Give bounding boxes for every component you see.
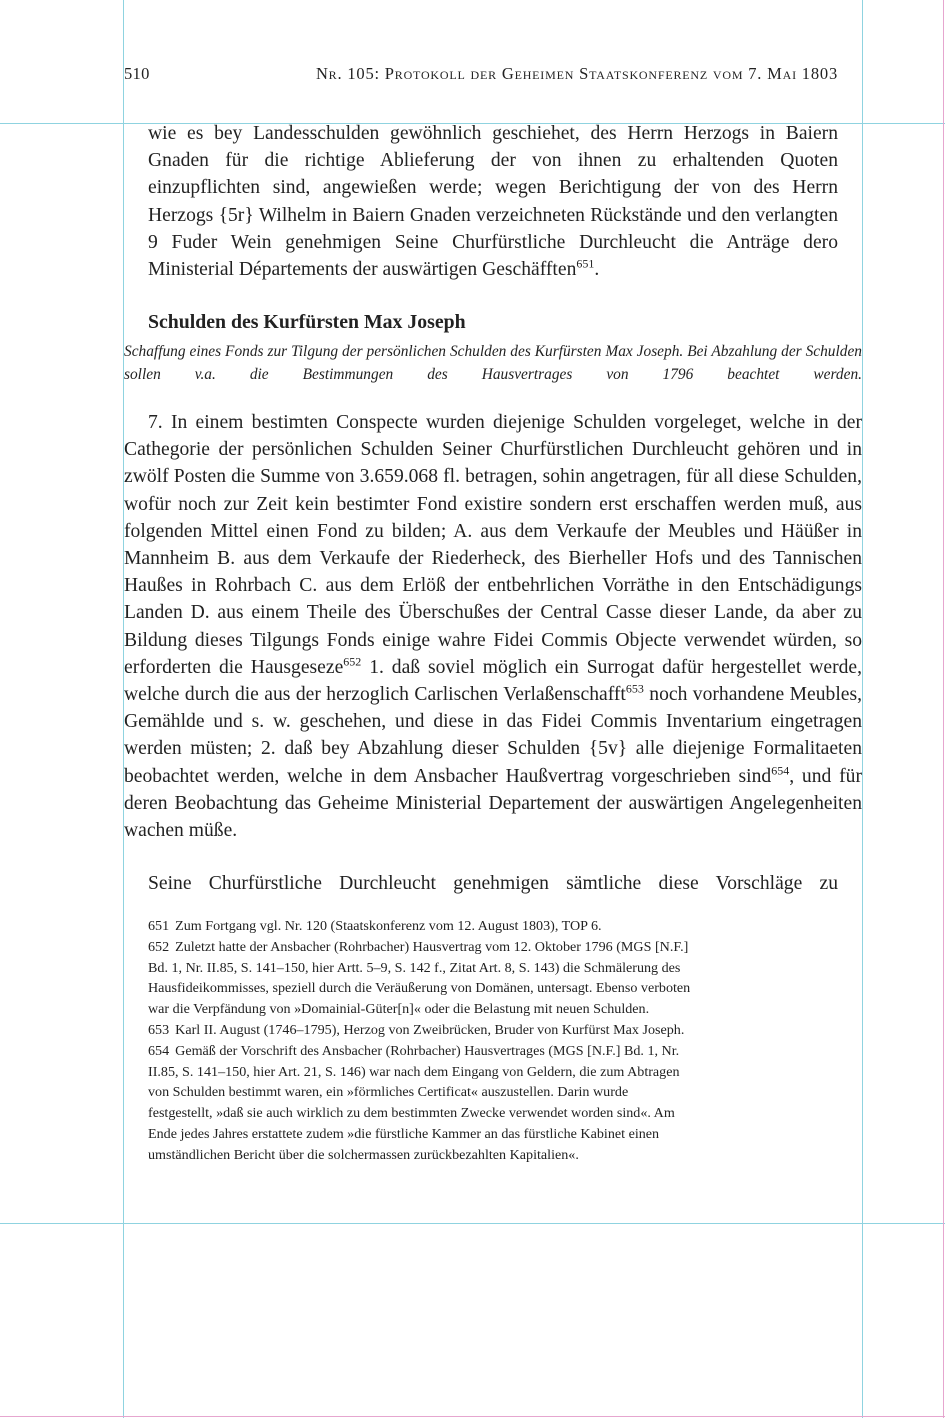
footnote-number: 653: [148, 1021, 170, 1038]
footnote-ref-654: 654: [771, 763, 790, 778]
footnote-number: 651: [148, 918, 170, 934]
paragraph-end: .: [594, 259, 600, 281]
footnote-number: 652: [148, 938, 170, 955]
running-head: [124, 64, 838, 90]
footnotes: [148, 916, 693, 1166]
footnote-654: [148, 1041, 693, 1166]
section-heading: Schulden des Kurfürsten Max Joseph: [148, 311, 466, 333]
footnote-text: Gemäß der Vorschrift des Ansbacher (Rohrbacher) Hausvertrages (MGS [N.F.] Bd. 1, Nr. II.85, S. 141–150, hier Art. 21, S. 146) war nach dem Eingang von Geldern, die zum Abtragen von Schulden bestimmt waren, ein »förmliches Certificat« auszustellen. Darin wurde festgestellt, »daß sie auch wirklich zu dem bestimmten Zwecke verwendet worden sind«. Am Ende jedes Jahres erstattete zudem »die fürstliche Kammer an das fürstliche Kabinet einen umständlichen Bericht über die solchermassen zurückbezahlten Kapitalien«.: [148, 1042, 680, 1163]
footnote-text: Karl II. August (1746–1795), Herzog von Zweibrücken, Bruder von Kurfürst Max Joseph.: [175, 1021, 685, 1038]
footnote-ref-652: 652: [343, 654, 362, 669]
footnote-ref-651: 651: [576, 256, 595, 271]
paragraph-text: noch vorhandene Meubles, Gemählde und s. w. geschehen, und diese in das Fidei Commis Inventarium eingetragen werden müsten; 2. daß bey Abzahlung dieser Schulden {5v} alle diejenige Formalitaeten beobachtet werden, welche in dem Ansbacher Haußvertrag vorgeschrieben sind: [124, 684, 862, 787]
body-paragraph-7: [124, 409, 862, 844]
footnote-text: Zum Fortgang vgl. Nr. 120 (Staatskonferenz vom 12. August 1803), TOP 6.: [175, 918, 602, 934]
footnote-number: 654: [148, 1042, 170, 1059]
margin-guide-bottom: [0, 1223, 945, 1224]
footnote-651: [148, 916, 693, 937]
page-number: 510: [124, 64, 150, 83]
summary-text: Schaffung eines Fonds zur Tilgung der persönlichen Schulden des Kurfürsten Max Joseph. Bei Abzahlung der Schulden sollen v.a. die Bestimmungen des Hausvertrages von 1796 beachtet werden.: [124, 343, 862, 383]
body-paragraph-continued: [148, 120, 838, 283]
body-paragraph-approval: Seine Churfürstliche Durchleucht genehmigen sämtliche diese Vorschläge zu: [148, 873, 838, 894]
footnote-text: Zuletzt hatte der Ansbacher (Rohrbacher) Hausvertrag vom 12. Oktober 1796 (MGS [N.F.] Bd. 1, Nr. II.85, S. 141–150, hier Artt. 5–9, S. 142 f., Zitat Art. 8, S. 143) die Schmälerung des Hausfideikommisses, speziell durch die Veräußerung von Domänen, untersagt. Ebenso verboten war die Verpfändung von »Domainial-Güter[n]« oder die Belastung mit neuen Schulden.: [148, 938, 691, 1018]
footnote-ref-653: 653: [625, 681, 644, 696]
footnote-652: [148, 937, 693, 1020]
section-summary: [124, 340, 862, 386]
paragraph-text: wie es bey Landesschulden gewöhnlich geschiehet, des Herrn Herzogs in Baiern Gnaden für die richtige Ablieferung der von ihnen zu erhaltenden Quoten einzupflichten sind, angewießen werde; wegen Berichtigung der von des Herrn Herzogs {5r} Wilhelm in Baiern Gnaden verzeichneten Rückstände und den verlangten 9 Fuder Wein genehmigen Seine Churfürstliche Durchleucht die Anträge dero Ministerial Départements der auswärtigen Geschäfften: [148, 123, 838, 281]
running-title: Nr. 105: Protokoll der Geheimen Staatskonferenz vom 7. Mai 1803: [315, 64, 838, 83]
footnote-653: [148, 1020, 693, 1041]
margin-guide-right: [862, 0, 863, 1418]
paragraph-text: 1. daß soviel möglich ein Surrogat dafür hergestellet werde, welche durch die aus der herzoglich Carlischen Verlaßenschafft: [124, 656, 862, 706]
page-edge-right: [943, 0, 944, 1418]
paragraph-text: , und für deren Beobachtung das Geheime Ministerial Departement der auswärtigen Angelegenheiten wachen müße.: [124, 765, 862, 842]
page-edge-bottom: [0, 1416, 945, 1417]
paragraph-text: 7. In einem bestimten Conspecte wurden diejenige Schulden vorgeleget, welche in der Cathegorie der persönlichen Schulden Seiner Churfürstlichen Durchleucht gehören und in zwölf Posten die Summe von 3.659.068 fl. betragen, sohin angetragen, für all diese Schulden, wofür noch zur Zeit kein bestimter Fond existire sondern erst erschaffen werden muß, aus folgenden Mittel einen Fond zu bilden; A. aus dem Verkaufe der Meubles und Häüßer in Mannheim B. aus dem Verkaufe der Riederheck, des Bierheller Hofs und des Tannischen Haußes in Rohrbach C. aus dem Erlöß der entbehrlichen Vorräthe in den Entschädigungs Landen D. aus einem Theile des Überschußes der Central Casse dieser Lande, da aber zu Bildung dieses Tilgungs Fonds einige wahre Fidei Commis Objecte verwendet würden, so erforderten die Hausgeseze: [124, 412, 862, 678]
